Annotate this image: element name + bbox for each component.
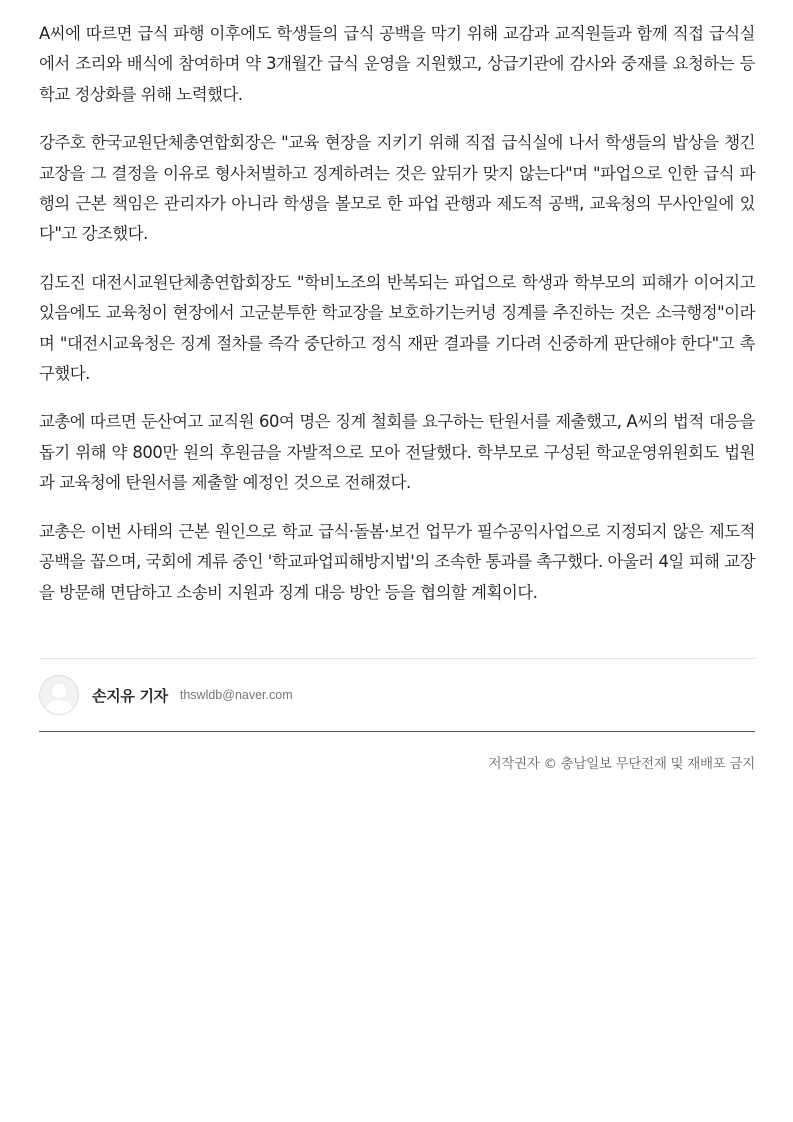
reporter-email[interactable]: thswldb@naver.com [179,688,293,702]
article-paragraph-1: A씨에 따르면 급식 파행 이후에도 학생들의 급식 공백을 막기 위해 교감과 교직원들과 함께 직접 급식실에서 조리와 배식에 참여하며 약 3개월간 급식 운영을 지원했고, 상급기관에 감사와 중재를 요청하는 등 학교 정상화를 위해 노력했다. [39,24,755,104]
article-paragraph-2: 강주호 한국교원단체총연합회장은 "교육 현장을 지키기 위해 직접 급식실에 나서 학생들의 밥상을 챙긴 교장을 그 결정을 이유로 형사처벌하고 징계하려는 것은 앞뒤가 맞지 않는다"며 "파업으로 인한 급식 파행의 근본 책임은 관리자가 아니라 학생을 볼모로 한 파업 관행과 제도적 공백, 교육청의 무사안일에 있다"고 강조했다. [39,133,755,244]
byline-top-divider [39,658,755,659]
article-body [39,19,755,626]
article-paragraph-4: 교총에 따르면 둔산여고 교직원 60여 명은 징계 철회를 요구하는 탄원서를 제출했고, A씨의 법적 대응을 돕기 위해 약 800만 원의 후원금을 자발적으로 모아 전달했다. 학부모로 구성된 학교운영위원회도 법원과 교육청에 탄원서를 제출할 예정인 것으로 전해졌다. [39,412,755,493]
reporter-name[interactable]: 손지유 기자 [92,686,168,705]
reporter-byline [39,675,755,715]
article-paragraph-3: 김도진 대전시교원단체총연합회장도 "학비노조의 반복되는 파업으로 학생과 학부모의 피해가 이어지고 있음에도 교육청이 현장에서 고군분투한 학교장을 보호하기는커녕 징계를 추진하는 것은 소극행정"이라며 "대전시교육청은 징계 절차를 즉각 중단하고 정식 재판 결과를 기다려 신중하게 판단해야 한다"고 촉구했다. [39,272,755,384]
article-paragraph-5: 교총은 이번 사태의 근본 원인으로 학교 급식·돌봄·보건 업무가 필수공익사업으로 지정되지 않은 제도적 공백을 꼽으며, 국회에 계류 중인 '학교파업피해방지법'의 조속한 통과를 촉구했다. 아울러 4일 피해 교장을 방문해 면담하고 소송비 지원과 징계 대응 방안 등을 협의할 계획이다. [39,521,755,602]
copyright-notice: 저작권자 © 충남일보 무단전재 및 재배포 금지 [488,756,755,772]
byline-bottom-divider [39,731,755,732]
person-silhouette-icon [39,675,79,715]
